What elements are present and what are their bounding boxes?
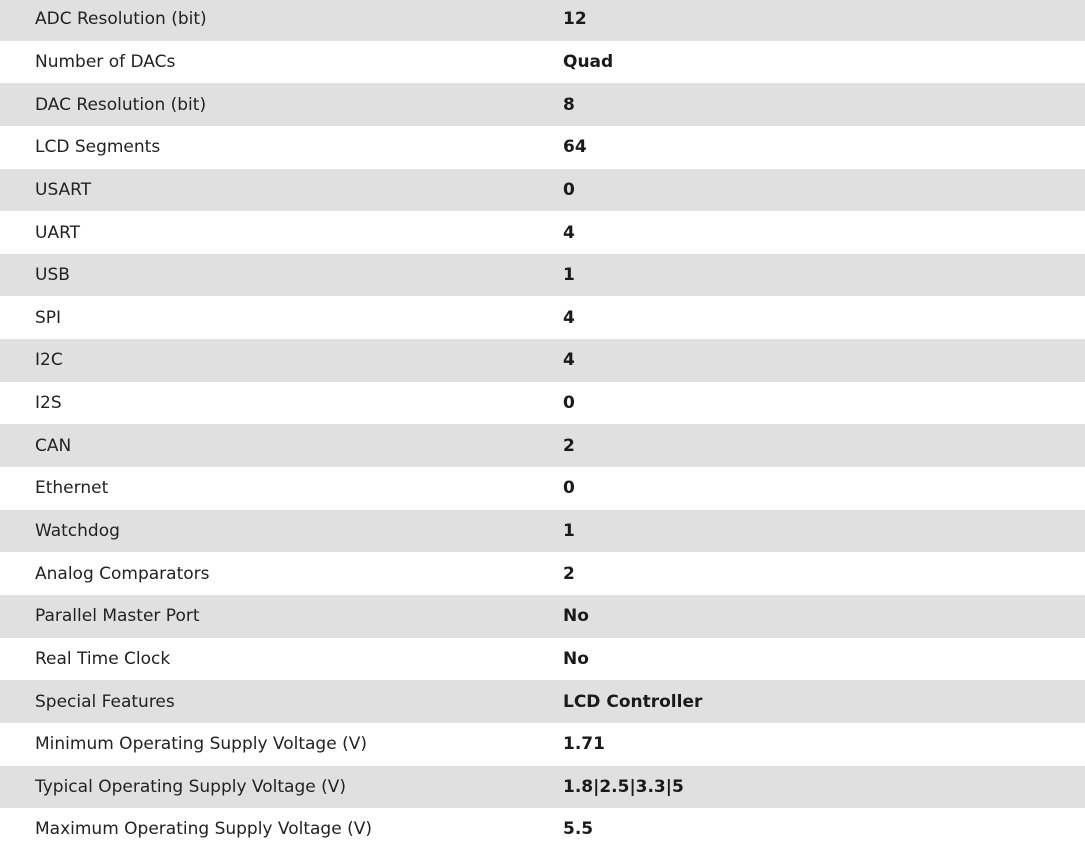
spec-row-lcd-segments (0, 126, 1085, 169)
spec-row-ethernet (0, 467, 1085, 510)
spec-value: 1.8|2.5|3.3|5 (563, 776, 684, 797)
spec-label: Ethernet (35, 478, 109, 499)
spec-label: I2C (35, 350, 63, 371)
spec-value: 4 (563, 350, 575, 371)
spec-value: 8 (563, 94, 575, 115)
spec-row-analog-comparators (0, 552, 1085, 595)
spec-label: Maximum Operating Supply Voltage (V) (35, 819, 372, 840)
spec-label: USART (35, 179, 92, 200)
spec-row-uart (0, 211, 1085, 254)
spec-value: LCD Controller (563, 691, 703, 712)
spec-label: UART (35, 222, 81, 243)
spec-value: 1 (563, 521, 575, 541)
spec-label: Number of DACs (35, 51, 176, 72)
spec-row-typical-supply-voltage (0, 766, 1085, 809)
spec-label: I2S (35, 393, 62, 414)
spec-row-adc-resolution (0, 0, 1085, 41)
spec-value: 1 (563, 265, 575, 286)
spec-value: 1.71 (563, 734, 605, 755)
spec-value: No (563, 648, 589, 669)
spec-value: No (563, 606, 589, 627)
spec-value: 2 (563, 563, 575, 584)
spec-label: LCD Segments (35, 137, 161, 158)
spec-value: 4 (563, 222, 575, 243)
spec-value: Quad (563, 51, 614, 72)
spec-value: 0 (563, 393, 575, 414)
spec-label: Typical Operating Supply Voltage (V) (35, 776, 346, 797)
spec-label: Minimum Operating Supply Voltage (V) (35, 734, 367, 755)
spec-row-parallel-master-port (0, 595, 1085, 638)
spec-row-max-supply-voltage (0, 808, 1085, 851)
spec-row-spi (0, 296, 1085, 339)
spec-row-real-time-clock (0, 638, 1085, 681)
spec-label: ADC Resolution (bit) (35, 9, 207, 30)
spec-label: USB (35, 265, 70, 286)
spec-value: 64 (563, 137, 587, 158)
spec-value: 5.5 (563, 819, 594, 840)
spec-label: Analog Comparators (35, 563, 210, 584)
spec-value: 2 (563, 435, 575, 456)
spec-label: Real Time Clock (35, 648, 171, 669)
spec-row-usart (0, 169, 1085, 212)
spec-label: CAN (35, 435, 72, 456)
spec-value: 0 (563, 478, 575, 499)
spec-label: SPI (35, 307, 62, 328)
spec-label: DAC Resolution (bit) (35, 94, 207, 115)
spec-row-i2s (0, 382, 1085, 425)
spec-row-number-of-dacs (0, 41, 1085, 84)
spec-label: Special Features (35, 691, 175, 712)
spec-label: Watchdog (35, 521, 120, 541)
spec-value: 4 (563, 307, 575, 328)
spec-row-i2c (0, 339, 1085, 382)
spec-row-usb (0, 254, 1085, 297)
spec-row-special-features (0, 680, 1085, 723)
spec-value: 0 (563, 179, 575, 200)
spec-row-can (0, 424, 1085, 467)
spec-value: 12 (563, 9, 587, 30)
spec-row-dac-resolution (0, 83, 1085, 126)
spec-row-min-supply-voltage (0, 723, 1085, 766)
spec-row-watchdog (0, 510, 1085, 553)
spec-label: Parallel Master Port (35, 606, 200, 627)
